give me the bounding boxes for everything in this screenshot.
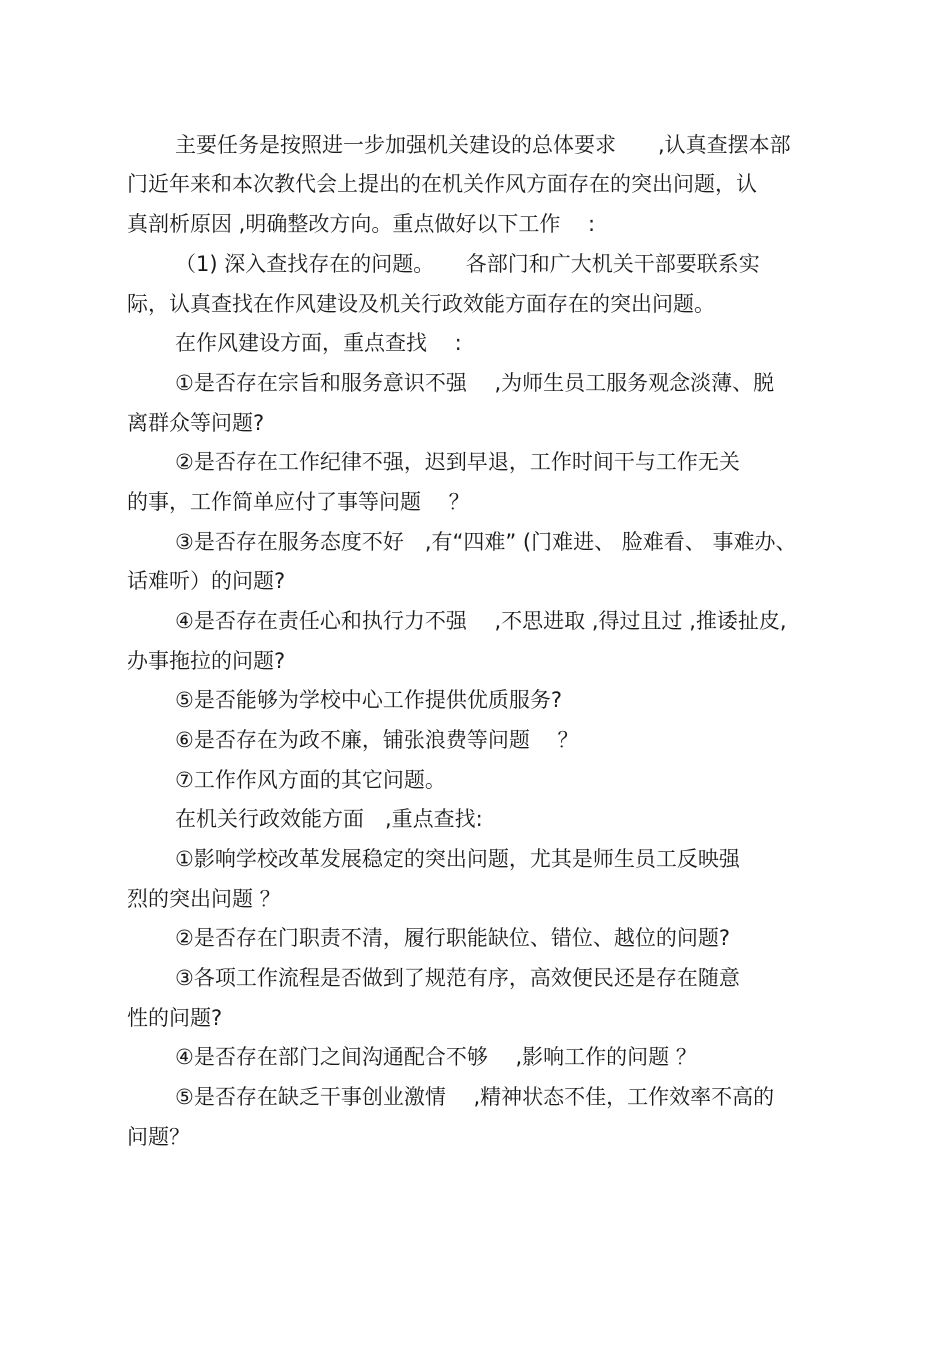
text-line: ③各项工作流程是否做到了规范有序，高效便民还是存在随意 — [175, 966, 740, 990]
text-line: （1) 深入查找存在的问题。 各部门和广大机关干部要联系实 — [175, 252, 760, 276]
text-line: 的事，工作简单应付了事等问题 ？ — [127, 490, 470, 514]
text-line: 办事拖拉的问题? — [127, 649, 286, 673]
text-line: ⑦工作作风方面的其它问题。 — [175, 768, 446, 792]
text-line: 性的问题? — [127, 1006, 223, 1030]
text-line: ③是否存在服务态度不好 ,有“四难” (门难进、 脸难看、 事难办、 — [175, 530, 797, 554]
text-line: 离群众等问题? — [127, 411, 265, 435]
text-line: ⑤是否能够为学校中心工作提供优质服务? — [175, 688, 562, 712]
text-line: ①影响学校改革发展稳定的突出问题，尤其是师生员工反映强 — [175, 847, 740, 871]
text-line: 门近年来和本次教代会上提出的在机关作风方面存在的突出问题，认 — [127, 172, 757, 196]
text-line: 问题？ — [127, 1125, 190, 1149]
text-line: ⑤是否存在缺乏干事创业激情 ,精神状态不佳，工作效率不高的 — [175, 1085, 775, 1109]
text-line: 真剖析原因 ,明确整改方向。重点做好以下工作 : — [127, 212, 596, 236]
text-line: 烈的突出问题 ？ — [127, 887, 281, 911]
text-line: ⑥是否存在为政不廉，铺张浪费等问题 ？ — [175, 728, 579, 752]
text-line: ②是否存在工作纪律不强，迟到早退，工作时间干与工作无关 — [175, 450, 740, 474]
text-line: ②是否存在门职责不清，履行职能缺位、错位、越位的问题? — [175, 926, 730, 950]
text-line: ④是否存在责任心和执行力不强 ,不思进取 ,得过且过 ,推诿扯皮, — [175, 609, 787, 633]
text-line: 在机关行政效能方面 ,重点查找: — [175, 807, 483, 831]
text-line: 际，认真查找在作风建设及机关行政效能方面存在的突出问题。 — [127, 292, 715, 316]
text-line: 主要任务是按照进一步加强机关建设的总体要求 ,认真查摆本部 — [175, 133, 791, 157]
text-line: ①是否存在宗旨和服务意识不强 ,为师生员工服务观念淡薄、脱 — [175, 371, 775, 395]
text-line: ④是否存在部门之间沟通配合不够 ,影响工作的问题 ？ — [175, 1045, 697, 1069]
text-line: 话难听）的问题? — [127, 569, 286, 593]
text-line: 在作风建设方面，重点查找 : — [175, 331, 462, 355]
